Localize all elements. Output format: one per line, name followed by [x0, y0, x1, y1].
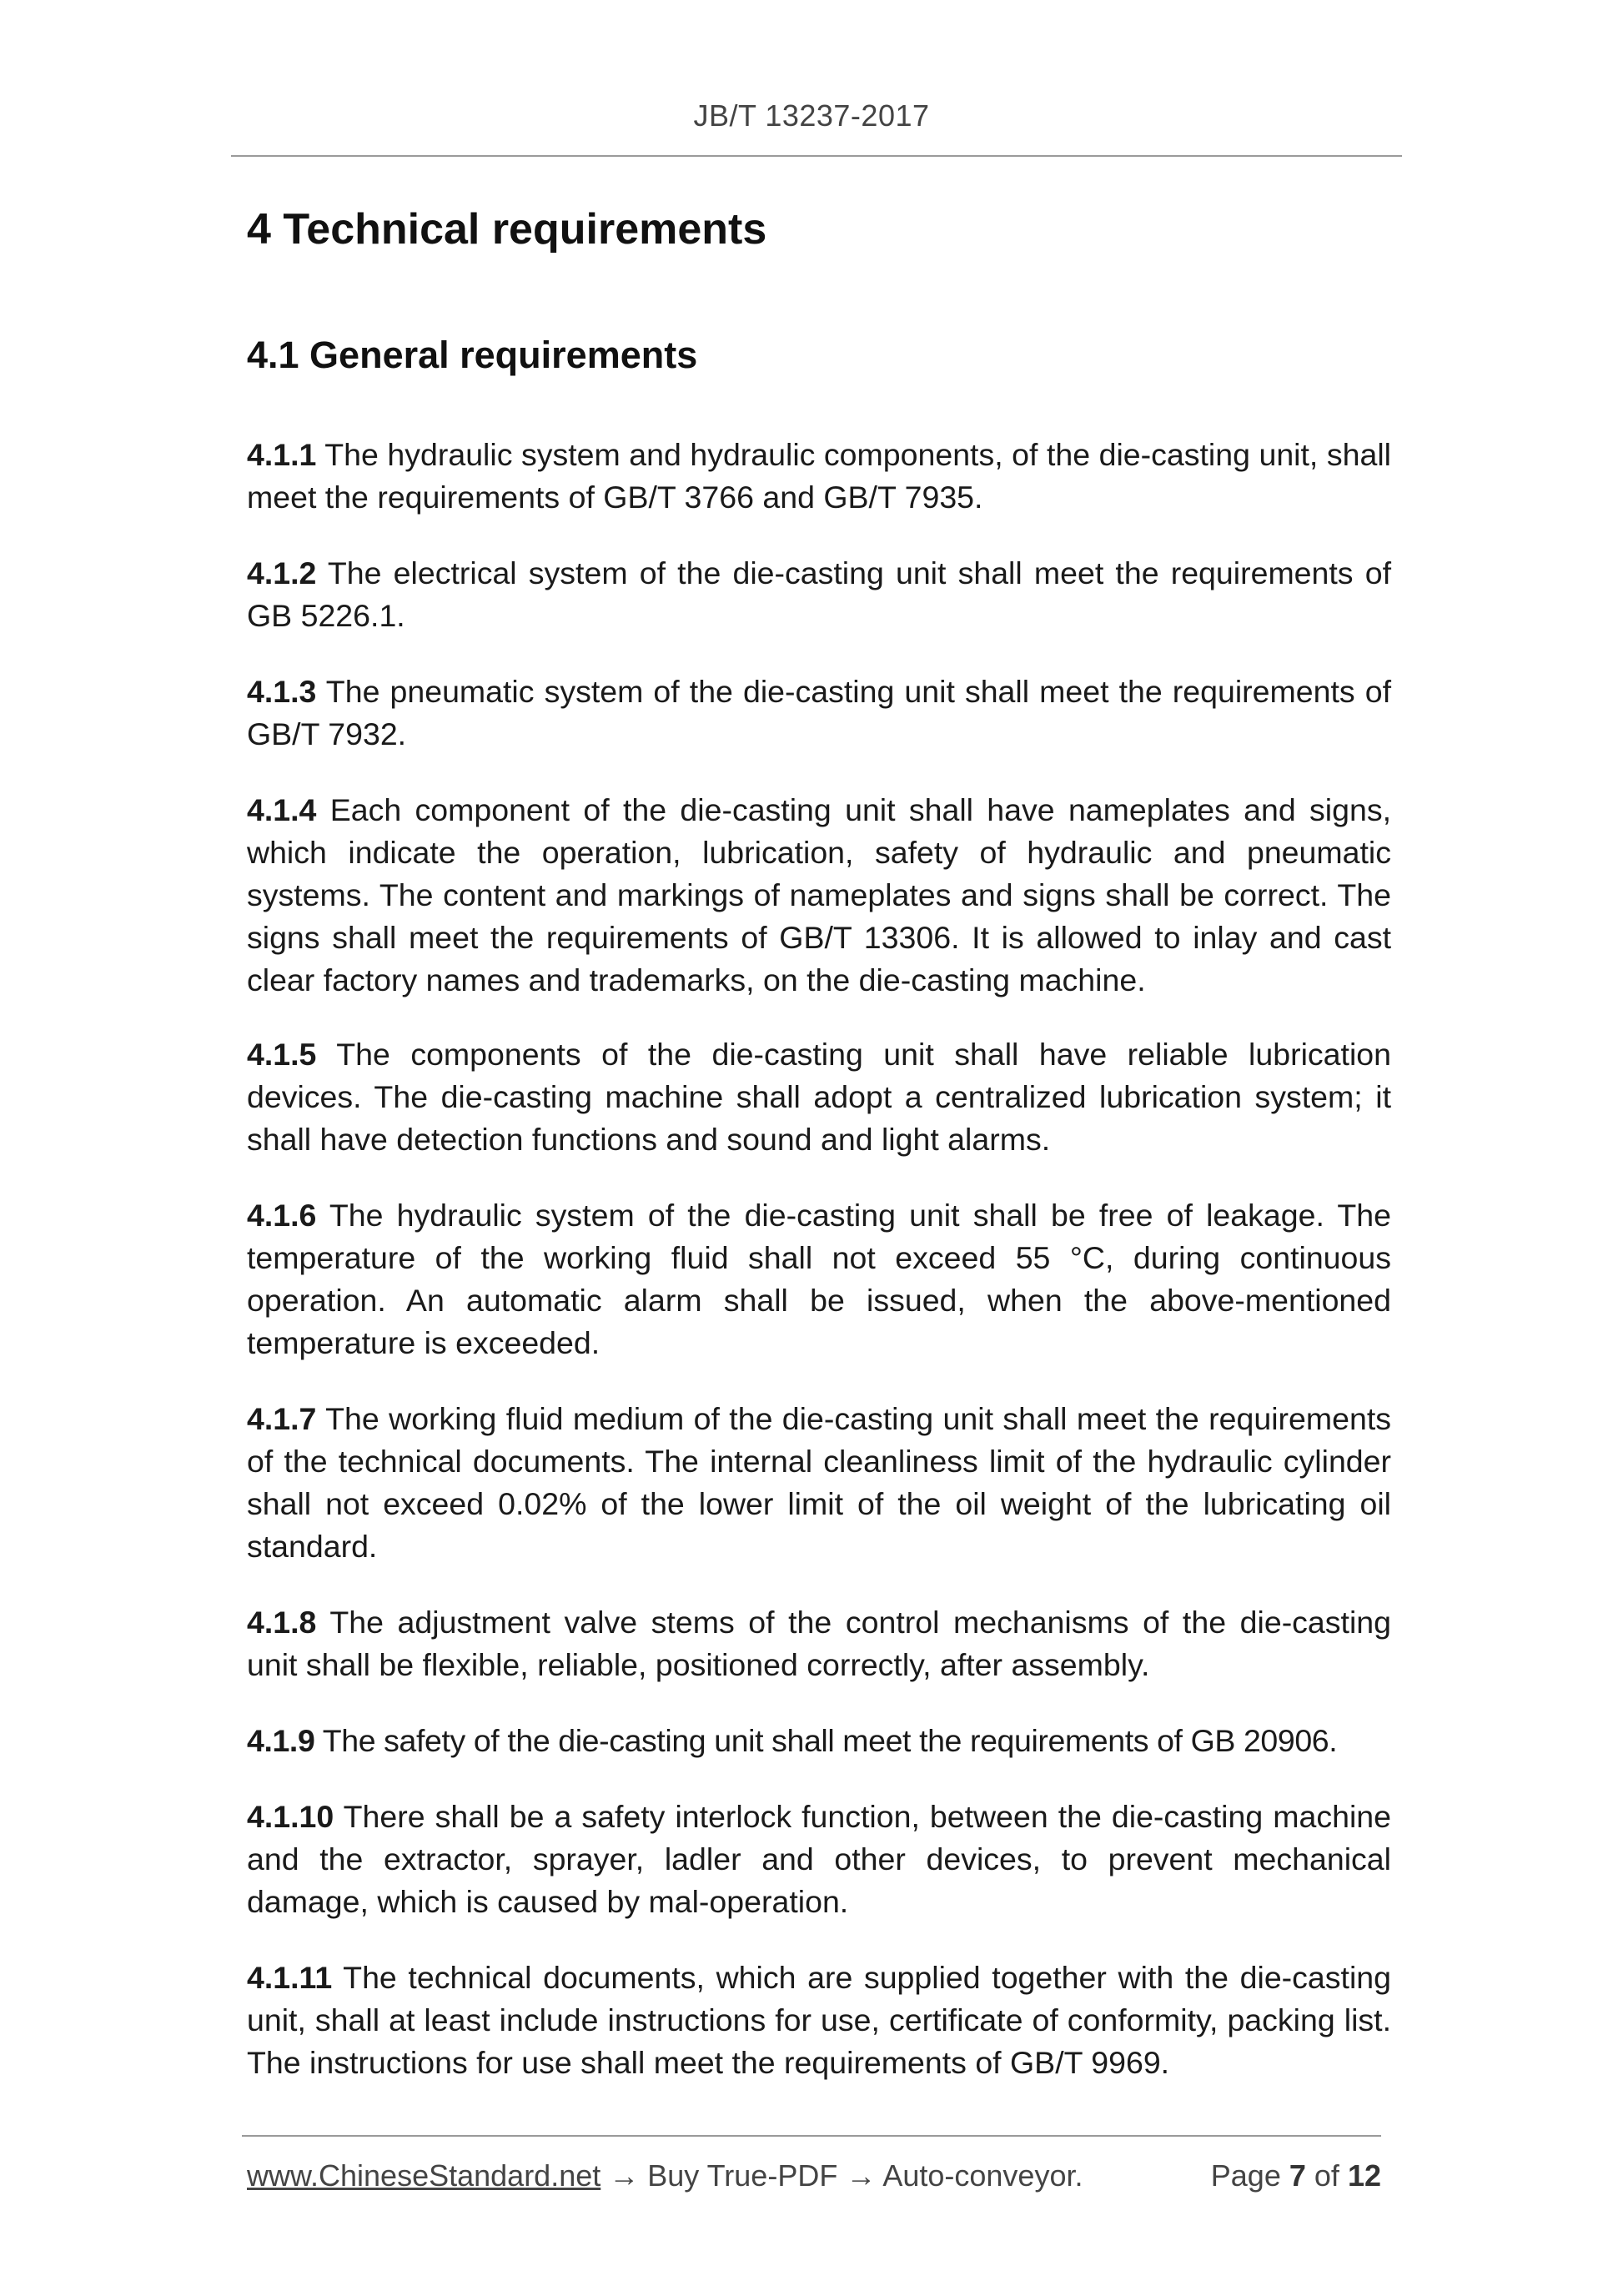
clause-number: 4.1.4	[247, 792, 317, 827]
page-total: 12	[1347, 2158, 1381, 2193]
clause-text: The pneumatic system of the die-casting unit shall meet the requirements of GB/T 7932.	[247, 674, 1391, 751]
page-of: of	[1314, 2158, 1339, 2193]
clause-4-1-10	[247, 1796, 1391, 1923]
clause-text: There shall be a safety interlock function, between the die-casting machine and the extractor, sprayer, ladler and other devices, to prevent mechanical damage, which is caused by mal-operation.	[247, 1799, 1391, 1919]
clause-number: 4.1.5	[247, 1037, 317, 1072]
clause-number: 4.1.9	[247, 1723, 315, 1758]
clause-text: Each component of the die-casting unit shall have nameplates and signs, which indicate the operation, lubrication, safety of hydraulic and pneumatic systems. The content and markings of nameplates and signs shall be correct. The signs shall meet the requirements of GB/T 13306. It is allowed to inlay and cast clear factory names and trademarks, on the die-casting machine.	[247, 792, 1391, 997]
clause-number: 4.1.10	[247, 1799, 334, 1834]
clause-text: The technical documents, which are supplied together with the die-casting unit, shall at least include instructions for use, certificate of conformity, packing list. The instructions for use shall meet the requirements of GB/T 9969.	[247, 1960, 1391, 2080]
clause-number: 4.1.8	[247, 1605, 317, 1640]
clause-4-1-2	[247, 552, 1391, 637]
clause-4-1-3	[247, 671, 1391, 756]
footer-divider	[242, 2135, 1381, 2137]
clause-number: 4.1.7	[247, 1401, 317, 1436]
clause-number: 4.1.1	[247, 437, 317, 472]
clause-number: 4.1.11	[247, 1960, 333, 1995]
header-divider	[231, 155, 1402, 157]
clause-text: The hydraulic system of the die-casting unit shall be free of leakage. The temperature of the working fluid shall not exceed 55 °C, during continuous operation. An automatic alarm shall be issued, when the above-mentioned temperature is exceeded.	[247, 1198, 1391, 1360]
clause-number: 4.1.6	[247, 1198, 317, 1233]
clause-4-1-1	[247, 434, 1391, 519]
subsection-heading: 4.1 General requirements	[247, 334, 698, 376]
page-counter	[1211, 2158, 1381, 2193]
clause-4-1-8	[247, 1601, 1391, 1686]
section-heading: 4 Technical requirements	[247, 205, 767, 254]
footer-nav-text: → Buy True-PDF → Auto-conveyor.	[600, 2158, 1083, 2193]
page-label: Page	[1210, 2158, 1281, 2193]
website-link[interactable]: www.ChineseStandard.net	[247, 2158, 601, 2193]
clause-text: The working fluid medium of the die-casting unit shall meet the requirements of the technical documents. The internal cleanliness limit of the hydraulic cylinder shall not exceed 0.02% of the lower limit of the oil weight of the lubricating oil standard.	[247, 1401, 1391, 1564]
clause-number: 4.1.2	[247, 555, 317, 590]
clause-text: The safety of the die-casting unit shall meet the requirements of GB 20906.	[314, 1723, 1338, 1758]
clause-4-1-5	[247, 1033, 1391, 1161]
footer-links	[247, 2158, 1083, 2193]
clause-text: The hydraulic system and hydraulic components, of the die-casting unit, shall meet the requirements of GB/T 3766 and GB/T 7935.	[247, 437, 1391, 515]
clause-number: 4.1.3	[247, 674, 317, 709]
running-header: JB/T 13237-2017	[693, 98, 930, 133]
clause-4-1-6	[247, 1194, 1391, 1364]
clause-text: The components of the die-casting unit shall have reliable lubrication devices. The die-casting machine shall adopt a centralized lubrication system; it shall have detection functions and sound and light alarms.	[247, 1037, 1391, 1157]
clause-4-1-11	[247, 1957, 1391, 2084]
clause-text: The electrical system of the die-casting unit shall meet the requirements of GB 5226.1.	[247, 555, 1391, 633]
clause-4-1-7	[247, 1398, 1391, 1568]
clause-4-1-4	[247, 789, 1391, 1002]
clause-4-1-9	[247, 1720, 1337, 1762]
clause-text: The adjustment valve stems of the control mechanisms of the die-casting unit shall be flexible, reliable, positioned correctly, after assembly.	[247, 1605, 1391, 1682]
page-current: 7	[1289, 2158, 1306, 2193]
